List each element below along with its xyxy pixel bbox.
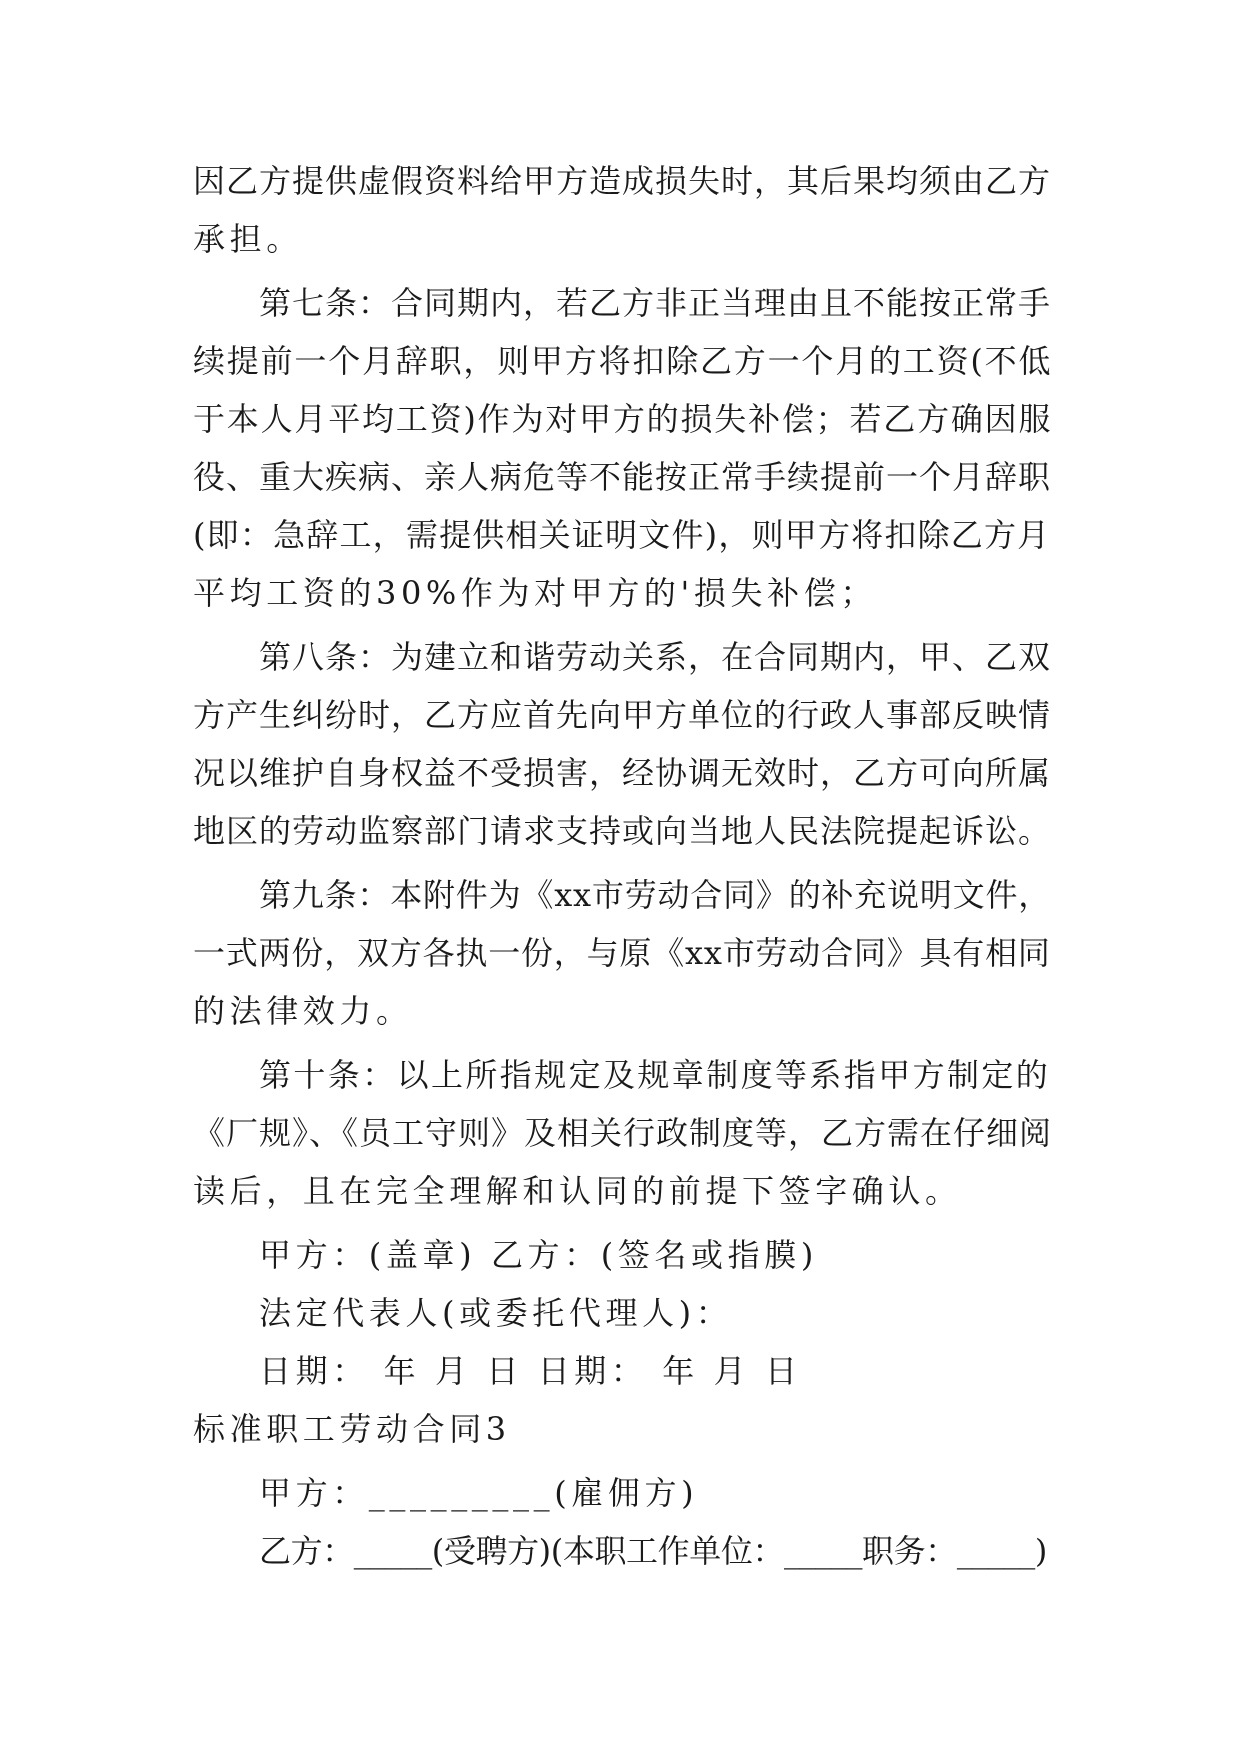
signature-line: 甲方：(盖章) 乙方：(签名或指膜) <box>259 1236 818 1274</box>
text-line: 因乙方提供虚假资料给甲方造成损失时，其后果均须由乙方 <box>193 162 1052 200</box>
text-line: 第七条：合同期内，若乙方非正当理由且不能按正常手 <box>259 284 1052 322</box>
text-line: 役、重大疾病、亲人病危等不能按正常手续提前一个月辞职 <box>193 458 1052 496</box>
text-line: 续提前一个月辞职，则甲方将扣除乙方一个月的工资(不低 <box>193 342 1053 380</box>
text-line: 一式两份，双方各执一份，与原《xx市劳动合同》具有相同 <box>193 934 1051 972</box>
representative-line: 法定代表人(或委托代理人)： <box>259 1294 733 1332</box>
document-page <box>193 152 1053 1580</box>
text-line: 平均工资的30%作为对甲方的'损失补偿； <box>193 574 877 612</box>
party-b-line: 乙方：_____(受聘方)(本职工作单位：_____职务：_____) <box>259 1532 1047 1570</box>
section-heading: 标准职工劳动合同3 <box>193 1410 511 1448</box>
text-line: 的法律效力。 <box>193 992 413 1030</box>
text-line: 读后，且在完全理解和认同的前提下签字确认。 <box>193 1172 962 1210</box>
text-line: 于本人月平均工资)作为对甲方的损失补偿；若乙方确因服 <box>193 400 1053 438</box>
text-line: 《厂规》、《员工守则》及相关行政制度等，乙方需在仔细阅 <box>193 1114 1053 1152</box>
text-line: 第十条：以上所指规定及规章制度等系指甲方制定的 <box>259 1056 1051 1094</box>
party-a-line: 甲方：_________(雇佣方) <box>259 1474 699 1512</box>
text-line: 方产生纠纷时，乙方应首先向甲方单位的行政人事部反映情 <box>193 696 1052 734</box>
date-line: 日期： 年 月 日 日期： 年 月 日 <box>259 1352 802 1390</box>
text-line: 第九条：本附件为《xx市劳动合同》的补充说明文件， <box>259 876 1052 914</box>
text-line: 承担。 <box>193 220 303 258</box>
text-line: (即：急辞工，需提供相关证明文件)，则甲方将扣除乙方月 <box>193 516 1051 554</box>
text-line: 地区的劳动监察部门请求支持或向当地人民法院提起诉讼。 <box>193 812 1052 850</box>
text-line: 第八条：为建立和谐劳动关系，在合同期内，甲、乙双 <box>259 638 1052 676</box>
text-line: 况以维护自身权益不受损害，经协调无效时，乙方可向所属 <box>193 754 1052 792</box>
